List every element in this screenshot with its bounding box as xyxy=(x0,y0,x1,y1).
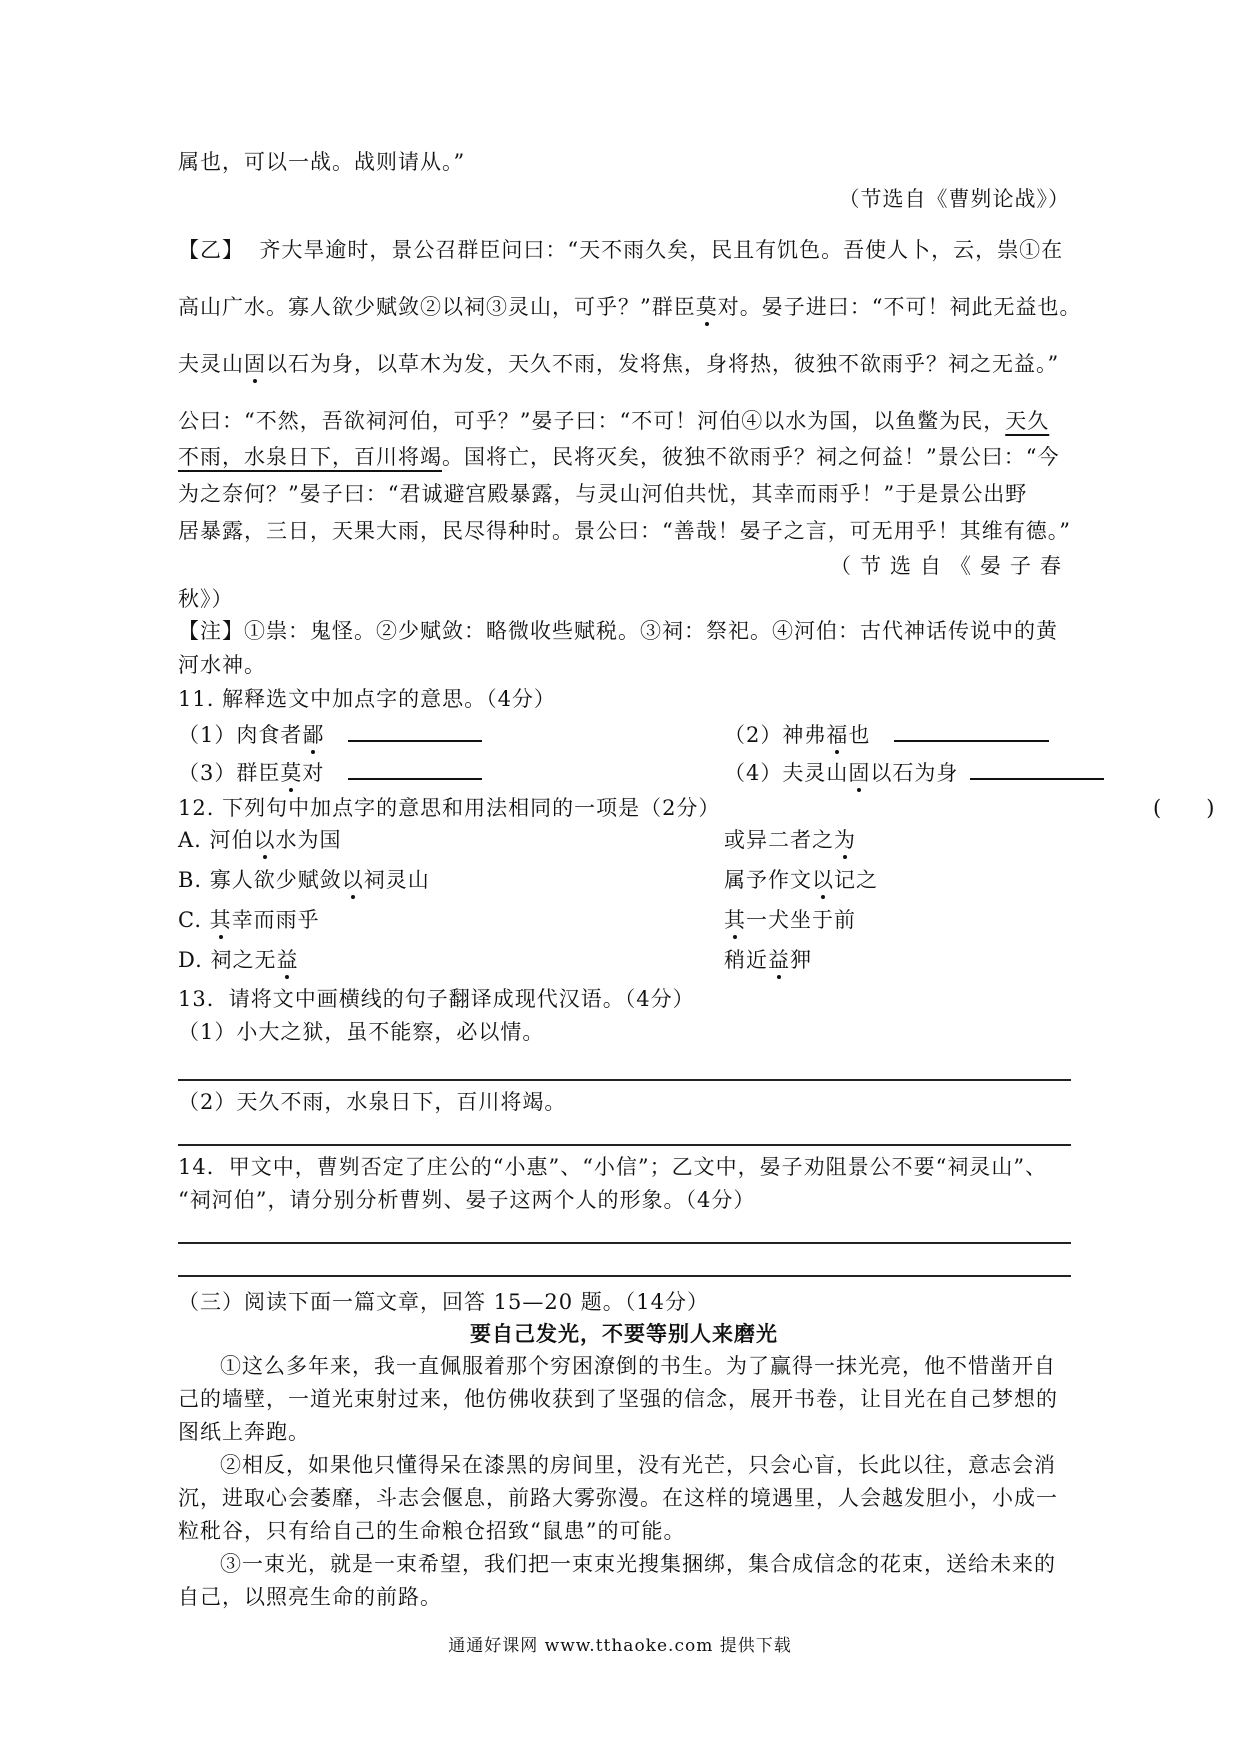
answer-blank-3[interactable] xyxy=(348,756,482,780)
answer-line[interactable] xyxy=(178,1079,1071,1081)
article-p1-line-2: 己的墙壁，一道光束射过来，他仿佛收获到了坚强的信念，展开书卷，让目光在自己梦想的 xyxy=(178,1387,1058,1411)
article-p1-line-3: 图纸上奔跑。 xyxy=(178,1420,310,1444)
dotted-char: 莫 xyxy=(280,761,303,785)
underlined-sentence: 天久 xyxy=(1005,409,1050,433)
article-p2-line-3: 粒秕谷，只有给自己的生命粮仓招致“鼠患”的可能。 xyxy=(178,1519,686,1543)
passage-b-label: 【乙】 xyxy=(178,238,244,262)
passage-b-source-cont: 秋》） xyxy=(178,587,234,611)
q11-stem: 11. 解释选文中加点字的意思。（4分） xyxy=(178,687,556,711)
passage-b-line-1: 【乙】 齐大旱逾时，景公召群臣问曰：“天不雨久矣，民且有饥色。吾使人卜，云，祟①在 xyxy=(178,238,1064,262)
article-title: 要自己发光，不要等别人来磨光 xyxy=(470,1321,778,1346)
q12-option-d: D. 祠之无益 稍近益狎 xyxy=(178,948,812,972)
dotted-char: 福 xyxy=(826,723,849,747)
dotted-char: 为 xyxy=(834,828,856,852)
dotted-char: 以 xyxy=(341,868,364,892)
q14-line-1: 14．甲文中，曹刿否定了庄公的“小惠”、“小信”；乙文中，晏子劝阻景公不要“祠灵山”、 xyxy=(178,1155,1048,1179)
q12-option-b: B. 寡人欲少赋敛以祠灵山 属予作文以记之 xyxy=(178,868,878,892)
dotted-char: 鄙 xyxy=(302,723,325,747)
q12-option-c: C. 其幸而雨乎 其一犬坐于前 xyxy=(178,908,856,932)
passage-b-line-7: 居暴露，三日，天果大雨，民尽得种时。景公曰：“善哉！晏子之言，可无用乎！其维有德。” xyxy=(178,519,1071,543)
notes-line-2: 河水神。 xyxy=(178,653,266,677)
page-footer: 通通好课网 www.tthaoke.com 提供下载 xyxy=(448,1636,792,1656)
q12-stem: 12. 下列句中加点字的意思和用法相同的一项是（2分） ( ) xyxy=(178,796,1216,820)
q12-answer-paren[interactable]: ( ) xyxy=(1153,796,1216,820)
q11-row-2: （3）群臣莫对 （4）夫灵山固以石为身 xyxy=(178,756,1070,787)
answer-line[interactable] xyxy=(178,1242,1071,1244)
passage-b-line-3: 夫灵山固以石为身，以草木为发，天久不雨，发将焦，身将热，彼独不欲雨乎？祠之无益。” xyxy=(178,352,1060,376)
q13-sentence-1: （1）小大之狱，虽不能察，必以情。 xyxy=(178,1020,545,1044)
dotted-char: 益 xyxy=(768,948,790,972)
answer-blank-4[interactable] xyxy=(970,756,1104,780)
article-p3-line-2: 自己，以照亮生命的前路。 xyxy=(178,1585,442,1609)
answer-line[interactable] xyxy=(178,1275,1071,1277)
dotted-char: 以 xyxy=(253,828,276,852)
q13-stem: 13．请将文中画横线的句子翻译成现代汉语。（4分） xyxy=(178,987,695,1011)
article-p2-line-1: ②相反，如果他只懂得呆在漆黑的房间里，没有光芒，只会心盲，长此以往，意志会消 xyxy=(220,1453,1056,1477)
passage-b-line-6: 为之奈何？”晏子曰：“君诚避宫殿暴露，与灵山河伯共忧，其幸而雨乎！”于是景公出野 xyxy=(178,482,1028,506)
dotted-char: 固 xyxy=(244,352,266,376)
passage-a-end-line: 属也，可以一战。战则请从。” xyxy=(178,150,466,174)
passage-b-line-4: 公曰：“不然，吾欲祠河伯，可乎？”晏子曰：“不可！河伯④以水为国，以鱼鳖为民，天久 xyxy=(178,409,1050,433)
dotted-char: 固 xyxy=(848,761,871,785)
notes-line-1: 【注】①祟：鬼怪。②少赋敛：略微收些赋税。③祠：祭祀。④河伯：古代神话传说中的黄 xyxy=(178,619,1058,643)
dotted-char: 莫 xyxy=(695,295,718,319)
passage-a-source: （节选自《曹刿论战》） xyxy=(838,187,1070,211)
dotted-char: 其 xyxy=(724,908,746,932)
answer-blank-1[interactable] xyxy=(348,718,482,742)
q11-item-2: （2）神弗福也 xyxy=(724,718,1049,749)
section-3-heading: （三）阅读下面一篇文章，回答 15—20 题。（14分） xyxy=(178,1290,710,1314)
q13-sentence-2: （2）天久不雨，水泉日下，百川将竭。 xyxy=(178,1090,567,1114)
dotted-char: 益 xyxy=(276,948,299,972)
dotted-char: 以 xyxy=(812,868,834,892)
article-p3-line-1: ③一束光，就是一束希望，我们把一束束光搜集捆绑，集合成信念的花束，送给未来的 xyxy=(220,1552,1056,1576)
q14-line-2: “祠河伯”，请分别分析曹刿、晏子这两个人的形象。（4分） xyxy=(178,1188,756,1212)
article-p2-line-2: 沉，进取心会萎靡，斗志会偃息，前路大雾弥漫。在这样的境遇里，人会越发胆小，小成一 xyxy=(178,1486,1058,1510)
underlined-sentence: 不雨，水泉日下，百川将竭 xyxy=(178,445,442,469)
article-p1-line-1: ①这么多年来，我一直佩服着那个穷困潦倒的书生。为了赢得一抹光亮，他不惜凿开自 xyxy=(220,1354,1056,1378)
dotted-char: 其 xyxy=(209,908,232,932)
q11-row-1: （1）肉食者鄙 （2）神弗福也 xyxy=(178,718,1070,749)
passage-b-source: （节选自《晏子春 xyxy=(830,554,1070,578)
q11-item-4: （4）夫灵山固以石为身 xyxy=(724,756,1104,787)
passage-b-line-5: 不雨，水泉日下，百川将竭。国将亡，民将灭矣，彼独不欲雨乎？祠之何益！”景公曰：“今 xyxy=(178,445,1060,469)
answer-line[interactable] xyxy=(178,1144,1071,1146)
passage-b-line-2: 高山广水。寡人欲少赋敛②以祠③灵山，可乎？”群臣莫对。晏子进曰：“不可！祠此无益也。 xyxy=(178,295,1082,319)
q12-option-a: A. 河伯以水为国 或异二者之为 xyxy=(178,828,856,852)
answer-blank-2[interactable] xyxy=(894,718,1049,742)
